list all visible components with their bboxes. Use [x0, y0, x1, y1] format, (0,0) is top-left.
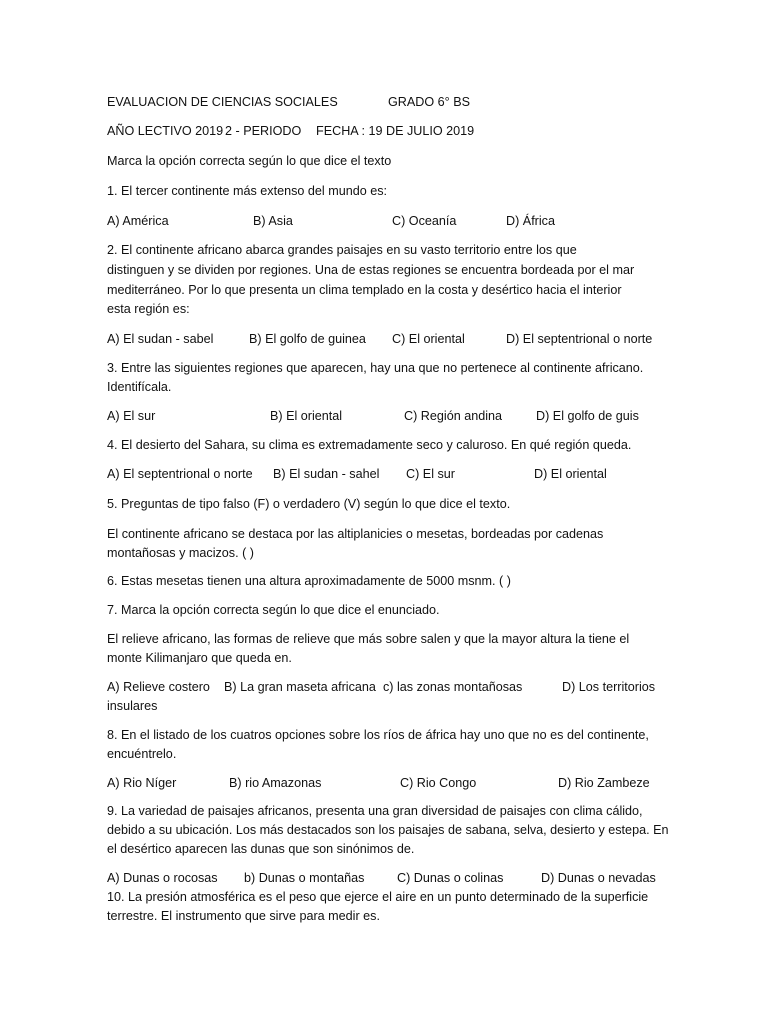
question-8-line: encuéntrelo. [107, 747, 177, 761]
question-2-line: 2. El continente africano abarca grandes paisajes en su vasto territorio entre los que [107, 243, 577, 257]
option-a: A) América [107, 214, 169, 228]
option-a: A) Relieve costero [107, 680, 210, 694]
option-b: b) Dunas o montañas [244, 871, 365, 885]
option-a: A) El sudan - sabel [107, 332, 214, 346]
question-1: 1. El tercer continente más extenso del mundo es: [107, 184, 388, 198]
option-c: C) El sur [406, 467, 455, 481]
option-d: D) Dunas o nevadas [541, 871, 656, 885]
question-2-line: distinguen y se dividen por regiones. Una de estas regiones se encuentra bordeada por el mar [107, 263, 635, 277]
grade-label: GRADO 6° BS [388, 95, 471, 109]
option-d: D) África [506, 214, 555, 228]
option-b: B) rio Amazonas [229, 776, 322, 790]
question-5-statement: El continente africano se destaca por las altiplanicies o mesetas, bordeadas por cadenas [107, 527, 604, 541]
question-9-line: debido a su ubicación. Los más destacados son los paisajes de sabana, selva, desierto y estepa. En [107, 823, 669, 837]
option-c: C) Oceanía [392, 214, 457, 228]
question-7-options-cont: insulares [107, 699, 158, 713]
question-8-line: 8. En el listado de los cuatros opciones sobre los ríos de áfrica hay uno que no es del continente, [107, 728, 649, 742]
question-9-line: 9. La variedad de paisajes africanos, presenta una gran diversidad de paisajes con clima cálido, [107, 804, 643, 818]
question-2-line: mediterráneo. Por lo que presenta un clima templado en la costa y desértico hacia el interior [107, 283, 622, 297]
question-7: 7. Marca la opción correcta según lo que dice el enunciado. [107, 603, 440, 617]
school-year: AÑO LECTIVO 2019 [107, 124, 224, 138]
option-a: A) El sur [107, 409, 156, 423]
option-d: D) El golfo de guis [536, 409, 639, 423]
question-5: 5. Preguntas de tipo falso (F) o verdadero (V) según lo que dice el texto. [107, 497, 511, 511]
option-c: c) las zonas montañosas [383, 680, 523, 694]
option-d: D) Rio Zambeze [558, 776, 650, 790]
option-c: C) Rio Congo [400, 776, 477, 790]
question-5-statement: montañosas y macizos. ( ) [107, 546, 254, 560]
option-b: B) Asia [253, 214, 293, 228]
question-6: 6. Estas mesetas tienen una altura aproximadamente de 5000 msnm. ( ) [107, 574, 511, 588]
option-a: A) Dunas o rocosas [107, 871, 218, 885]
option-d: D) Los territorios [562, 680, 656, 694]
question-10-line: 10. La presión atmosférica es el peso que ejerce el aire en un punto determinado de la superficie [107, 890, 649, 904]
option-b: B) El oriental [270, 409, 343, 423]
instruction: Marca la opción correcta según lo que dice el texto [107, 154, 392, 168]
option-b: B) El golfo de guinea [249, 332, 366, 346]
question-7-statement: monte Kilimanjaro que queda en. [107, 651, 292, 665]
question-3-line: Identifícala. [107, 380, 172, 394]
option-c: C) Dunas o colinas [397, 871, 504, 885]
option-c: C) El oriental [392, 332, 465, 346]
exam-title: EVALUACION DE CIENCIAS SOCIALES [107, 95, 338, 109]
option-b: B) La gran maseta africana [224, 680, 376, 694]
question-9-line: el desértico aparecen las dunas que son sinónimos de. [107, 842, 415, 856]
question-3-line: 3. Entre las siguientes regiones que aparecen, hay una que no pertenece al continente africano. [107, 361, 644, 375]
question-2-line: esta región es: [107, 302, 190, 316]
option-c: C) Región andina [404, 409, 503, 423]
period-label: 2 - PERIODO [225, 124, 302, 138]
option-b: B) El sudan - sahel [273, 467, 380, 481]
option-d: D) El septentrional o norte [506, 332, 653, 346]
option-a: A) El septentrional o norte [107, 467, 253, 481]
option-d: D) El oriental [534, 467, 607, 481]
question-4: 4. El desierto del Sahara, su clima es extremadamente seco y caluroso. En qué región queda. [107, 438, 632, 452]
option-a: A) Rio Níger [107, 776, 177, 790]
exam-date: FECHA : 19 DE JULIO 2019 [316, 124, 475, 138]
question-7-statement: El relieve africano, las formas de relieve que más sobre salen y que la mayor altura la tiene el [107, 632, 630, 646]
question-10-line: terrestre. El instrumento que sirve para medir es. [107, 909, 380, 923]
